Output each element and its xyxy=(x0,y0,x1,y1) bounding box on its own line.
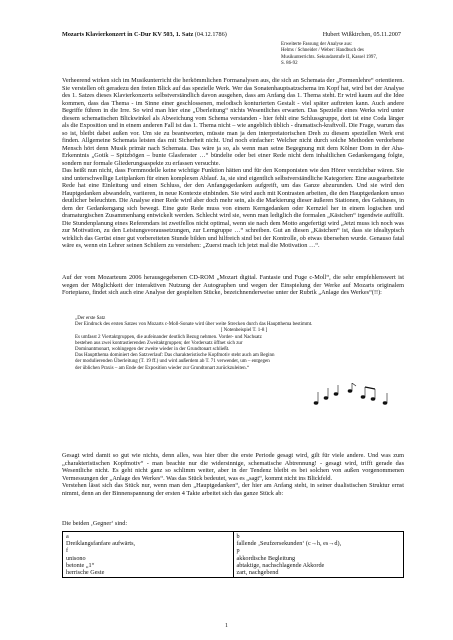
commentary-section xyxy=(62,452,404,497)
music-notation-figure xyxy=(313,383,393,409)
cell-line: herrische Geste xyxy=(66,569,105,577)
cell-line: b xyxy=(236,533,240,540)
source-line: S. 86-92 xyxy=(281,60,298,66)
paragraph: Das heißt nun nicht, dass Formmodelle keine wichtige Funktion hätten und für den Komponisten wie den Hörer verzichtbar wären. Sie sind unterschwellige Leitplanken für einen komplexen Ablauf. Ja, sie sind eigentlich selbstverständliche Kategorien: Eine ausgearbeitete Rede hat eine Einleitung und einen Schluss, der den Anfangsgedanken aufgreift, um das Ganze abzurunden. Und sie wird den Hauptgedanken abwandeln, variieren, in neue Kontexte einbinden. Sie wird auch mit Kontrasten arbeiten, die den Hauptgedanken umso deutlicher beleuchten. Die Analyse einer Rede wird aber doch mehr sein, als die Markierung dieser äußeren Stationen, des Gehäuses, in dem der Gedankengang sich bewegt. Eine gute Rede muss von einem Kerngedanken oder Kernziel her in einem logischen und dramaturgischen Zusammenhang entwickelt werden. Schlecht wird sie, wenn man lediglich die formalen „Kästchen“ irgendwie auffüllt. Die Stundenplanung eines Referendars ist zweifellos nicht optimal, wenn sie nach dem Motto angefertigt wird „Jetzt muss ich noch was zur Motivation, zu den Leistungsvoraussetzungen, zur Lerngruppe …“ schreiben. Gut an diesen „Kästchen“ ist, dass sie idealtypisch wirklich das Gerüst einer gut vorbereiteten Stunde bilden und hilfreich sind bei der Kontrolle, ob etwas übersehen wurde. Genauso fatal wäre es, wenn ein Lehrer seinen Schülern zu verstehen: „Zuerst mach ich jetzt mal die Motivation …“. xyxy=(62,167,404,249)
paragraph: Verstehen lässt sich das Stück nur, wenn man den „Hauptgedanken“, der hier am Anfang steht, in seiner dualistischen Struktur ernst nimmt, denn an der Binnenspannung der ersten 4 Takte arbeitet sich das ganze Stück ab: xyxy=(62,482,404,497)
source-line: Musikunterrichts. Sekundarstufe II, Kassel 1997, xyxy=(281,54,378,60)
quote-line: Das Hauptthema dominiert den Satzverlauf: Das charakteristische Kopfmotiv steht auch am Beginn der modulierenden Überleitung (T. 19 ff.) und wird außerdem ab T. 71 verwendet, um – entgegen der üblichen Praxis – am Ende der Exposition wieder zur Grundtonart zurückzuleiten.“ xyxy=(75,353,275,371)
source-line: Erweiterte Fassung der Analyse aus: xyxy=(281,42,353,47)
cell-line: a xyxy=(66,533,69,540)
paragraph: Auf der vom Mozarteum 2006 herausgegebenen CD-ROM „Mozart digital. Fantasie und Fuge c-Moll“, die sehr empfehlenswert ist wegen der Möglichkeit der interaktiven Nutzung der Autographen und wegen der Einspielung der Werke auf Mozarts originalem Fortepiano, findet sich auch eine Analyse der gespielten Stücke, bezeichnenderweise unter der Rubrik „Anlage des Werkes“(!!): xyxy=(62,274,404,296)
document-date: (04.12.1786) xyxy=(193,31,227,38)
table-cell-b xyxy=(233,532,404,578)
page-number: 1 xyxy=(225,623,228,629)
block-quote xyxy=(75,316,413,372)
source-note xyxy=(281,42,411,67)
cell-line: zart, nachgebend xyxy=(236,569,279,577)
paragraph: Gesagt wird damit so gut wie nichts, denn alles, was hier über die erste Periode gesagt wird, gilt für viele andere. Und was zum „charakteristischen Kopfmotiv“ - man beachte nur die widersinnige, schematische Abtrennung! - gesagt wird, trifft gerade das Wesentliche nicht. Es geht nicht ganz so schlimm weiter, aber in der Tendenz bleibt es bei solchen von außen vorgenommenen Vermessungen der „Anlage des Werkes“. Was das Stück bedeutet, was es „sagt“, kommt nicht ins Blickfeld. xyxy=(62,452,404,482)
cell-line: unisono xyxy=(66,554,86,562)
cell-line: f xyxy=(66,547,69,555)
author-line: Hubert Wißkirchen, 05.11.2007 xyxy=(322,31,401,38)
table-cell-a xyxy=(63,532,234,578)
cell-line: akkordische Begleitung xyxy=(236,554,296,562)
quote-line: Der Eindruck des ersten Satzes von Mozarts c-Moll-Sonate wird über weite Strecken durch das Hauptthema bestimmt. xyxy=(75,322,313,328)
cell-line: Dreiklangsfanfare aufwärts, xyxy=(66,540,136,548)
cell-line: betonte „1“ xyxy=(66,561,95,569)
intro-section xyxy=(62,77,404,250)
cell-line: fallende ‚Seufzersekunden‘ (c→h, es→d), xyxy=(236,540,342,548)
paragraph: Verheerend wirken sich im Musikunterricht die herkömmlichen Formanalysen aus, die sich an Schemata der „Formenlehre“ orientieren. Sie verstellen oft geradezu den freien Blick auf das spezielle Werk. Wer das Sonatenhauptsatzschema im Kopf hat, wird bei der Analyse des 1. Satzes dieses Klavierkonzerts selbstverständlich davon ausgehen, dass am Anfang das 1. Thema steht. Er wird kaum auf die Idee kommen, dass das Thema - im Sinne einer geschlossenen, melodisch konturierten Gestalt - viel später auftreten kann. Auch andere Begriffe führen in die Irre. So wird man hier eine „Überleitung“ nichts Wesentliches erwarten. Das Spezielle eines Werks wird unter diesem schematischen Blickwinkel als Abweichung vom Schema verstanden - hier fehlt eine Schlussgruppe, dort ist eine Coda länger als die Exposition und in einem anderen Fall ist das 1. Thema nicht – wie angeblich üblich - dramatisch-kraftvoll. Die Frage, warum das so ist, bleibt dabei außen vor. Um sie zu beantworten, müsste man ja den interpretatorischen Dreh zu diesem speziellen Werk erst finden. Allgemeine Schemata leisten das mit Sicherheit nicht. Und noch einfacher: Welcher nicht durch solche Methoden verdorbene Mensch hört denn Musik primär nach Schemata. Das wäre ja so, als wenn man seine Begegnung mit dem Kölner Dom in der Aha-Erkenntnis „Gotik – Spitzbögen – bunte Glasfenster …“ bündelte oder bei einer Rede nicht dem inhaltlichen Gedankengang folgte, sondern nur formale Gliederungsaspekte zu erfassen versuchte. xyxy=(62,77,404,167)
document-header xyxy=(62,31,401,38)
quote-line: Es umfasst 2 Viertaktgruppen, die aufeinander deutlich Bezug nehmen. Vorder- und Nachsatz bestehen aus zwei kontrastierenden Zweitaktgruppen; der Vordersatz öffnet sich zur Dominantmonart, wohingegen der zweite wieder in der Grundtonart schließt. xyxy=(75,334,262,353)
comparison-table xyxy=(62,531,404,578)
document-title: Mozarts Klavierkonzert in C-Dur KV 503, 1. Satz xyxy=(62,31,194,38)
table-row xyxy=(63,532,404,578)
cell-line: p xyxy=(236,547,240,555)
quote-heading: „Der erste Satz xyxy=(75,316,106,321)
cell-line: abtaktige, nachschlagende Akkorde xyxy=(236,561,325,569)
paragraph: Die beiden ‚Gegner‘ sind: xyxy=(62,520,128,527)
music-example-reference: [ Notenbeispiel T. 1-8 ] xyxy=(220,328,268,334)
source-line: Helms / Schneider / Weber: Handbuch des xyxy=(281,48,364,54)
